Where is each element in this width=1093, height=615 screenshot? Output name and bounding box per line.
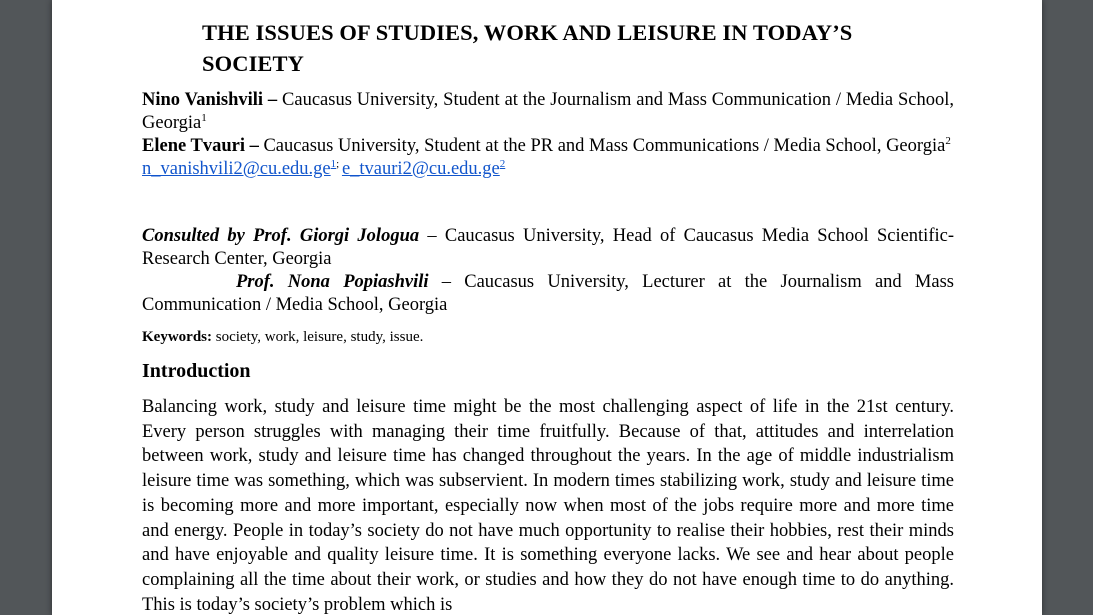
keywords-line bbox=[142, 327, 954, 347]
author-name: Nino Vanishvili – bbox=[142, 90, 278, 110]
footnote-mark: 1 bbox=[201, 111, 207, 124]
author-affiliation: Caucasus University, Student at the PR and Mass Communications / Media School, Georgia bbox=[258, 136, 946, 156]
footnote-mark: 2 bbox=[945, 134, 951, 147]
keywords-label: Keywords: bbox=[142, 329, 212, 345]
pdf-page bbox=[52, 0, 1042, 615]
consultants-block bbox=[142, 225, 954, 317]
author-block bbox=[142, 89, 954, 181]
consultant-line-2 bbox=[142, 271, 954, 317]
email-link-1[interactable]: n_vanishvili2@cu.edu.ge bbox=[142, 159, 331, 179]
email-separator: ; bbox=[336, 157, 342, 170]
author-line-2 bbox=[142, 135, 954, 158]
paper-title: THE ISSUES OF STUDIES, WORK AND LEISURE IN TODAY’S SOCIETY bbox=[202, 20, 853, 76]
consultant-line-1 bbox=[142, 225, 954, 271]
author-affiliation: Caucasus University, Student at the Journalism and Mass Communication / Media School, Georgia bbox=[142, 90, 955, 133]
email-link-2[interactable]: e_tvauri2@cu.edu.ge bbox=[341, 159, 500, 179]
consultant-name: Prof. Nona Popiashvili bbox=[236, 272, 429, 292]
email-footnote-mark[interactable]: 1 bbox=[330, 157, 337, 170]
consultant-affiliation: – Caucasus University, Head of Caucasus Media School Scientific-Research Center, Georgia bbox=[142, 226, 954, 269]
consultant-affiliation: – Caucasus University, Lecturer at the Journalism and Mass Communication / Media School, Georgia bbox=[142, 272, 954, 315]
section-heading-introduction: Introduction bbox=[142, 360, 251, 382]
author-name: Elene Tvauri – bbox=[142, 136, 259, 156]
consultant-name: Consulted by Prof. Giorgi Jologua bbox=[142, 226, 420, 246]
email-footnote-mark[interactable]: 2 bbox=[499, 157, 506, 170]
author-line-1 bbox=[142, 89, 954, 135]
intro-paragraph: Balancing work, study and leisure time might be the most challenging aspect of life in the 21st century. Every person struggles with managing their time fruitfully. Because of that, attitudes and interrelation between work, study and leisure time has changed throughout the years. In the age of middle industrialism leisure time was something, which was subservient. In modern times stabilizing work, study and leisure time is becoming more and more important, especially now when most of the jobs require more and more time and energy. People in today’s society do not have much opportunity to realise their hobbies, rest their minds and have enjoyable and quality leisure time. It is something everyone lacks. We see and hear about people complaining all the time about their work, or studies and how they do not have enough time to do anything. This is today’s society’s problem which is bbox=[142, 397, 954, 615]
keywords-list: society, work, leisure, study, issue. bbox=[212, 329, 424, 345]
email-line bbox=[142, 158, 954, 181]
